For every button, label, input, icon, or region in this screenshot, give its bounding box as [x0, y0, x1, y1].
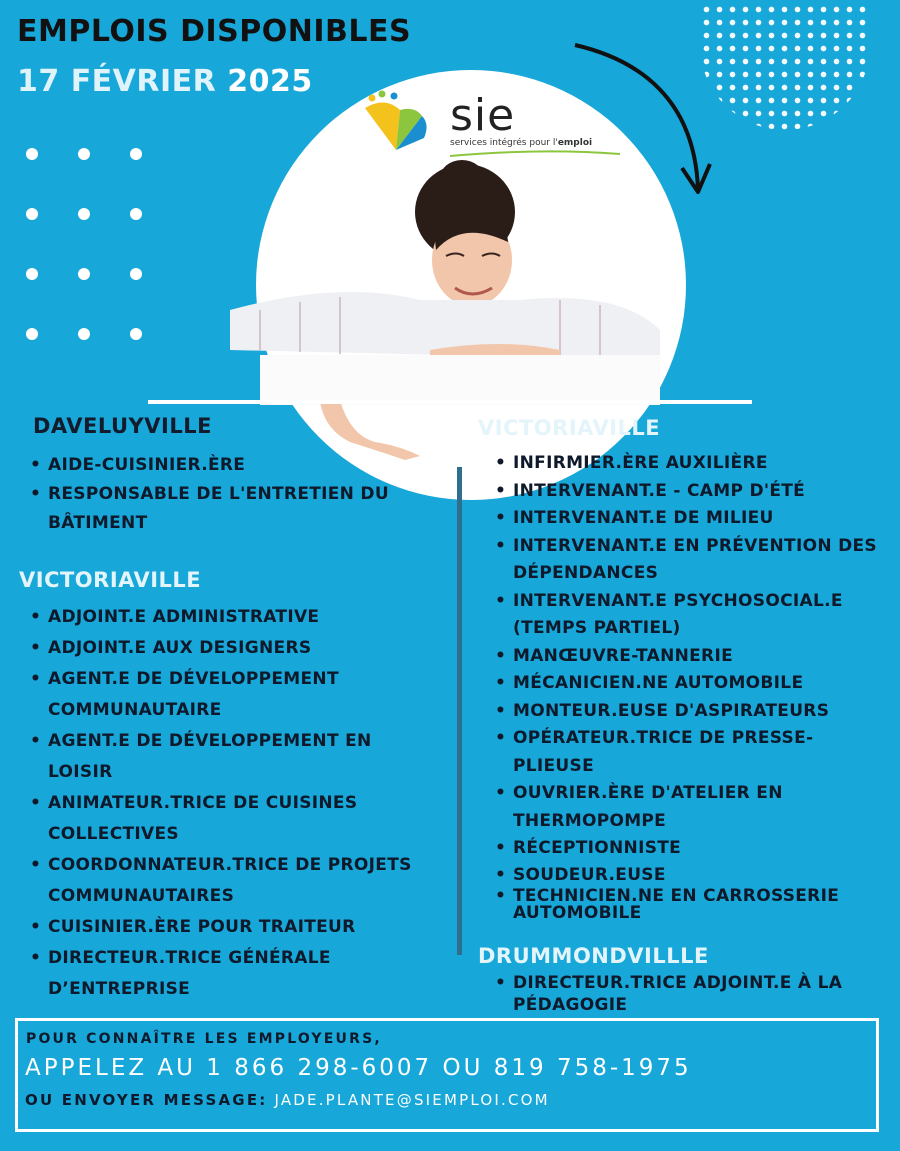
posting-date — [17, 64, 313, 99]
date-year: 2025 — [227, 64, 313, 99]
job-item: • ADJOINT.E AUX DESIGNERS — [30, 633, 455, 664]
contact-email-label: OU ENVOYER MESSAGE: — [25, 1091, 268, 1109]
sie-logo-tagline: services intégrés pour l'emploi — [450, 138, 593, 148]
halftone-decoration — [700, 0, 870, 130]
section-title-victoriaville-left: VICTORIAVILLE — [19, 568, 202, 592]
logo-swoosh — [450, 150, 620, 158]
job-item: • AGENT.E DE DÉVELOPPEMENT COMMUNAUTAIRE — [30, 664, 368, 726]
date-day: 17 FÉVRIER — [17, 64, 217, 99]
job-item: • DIRECTEUR.TRICE ADJOINT.E À LA PÉDAGOGIE — [495, 972, 880, 1016]
sie-logo-icon — [360, 86, 440, 166]
job-item: • ADJOINT.E ADMINISTRATIVE — [30, 602, 455, 633]
job-item: • MANŒUVRE-TANNERIE — [495, 643, 880, 671]
job-item: • RESPONSABLE DE L'ENTRETIEN DU BÂTIMENT — [30, 480, 440, 538]
sie-logo — [360, 86, 610, 166]
contact-intro: POUR CONNAÎTRE LES EMPLOYEURS, — [26, 1031, 382, 1047]
job-item: • OPÉRATEUR.TRICE DE PRESSE-PLIEUSE — [495, 725, 853, 780]
job-item: • INTERVENANT.E EN PRÉVENTION DES DÉPENDANCES — [495, 533, 880, 588]
job-item: • INFIRMIER.ÈRE AUXILIÈRE — [495, 450, 880, 478]
job-list-victoriaville-right — [495, 450, 880, 922]
job-item: • DIRECTEUR.TRICE GÉNÉRALE D’ENTREPRISE — [30, 943, 368, 1005]
sie-logo-word: sie — [450, 90, 516, 141]
job-item: • INTERVENANT.E PSYCHOSOCIAL.E (TEMPS PARTIEL) — [495, 588, 880, 643]
job-item: • AGENT.E DE DÉVELOPPEMENT EN LOISIR — [30, 726, 418, 788]
job-item: • CUISINIER.ÈRE POUR TRAITEUR — [30, 912, 455, 943]
job-list-drummondville — [495, 972, 880, 1016]
job-item: • INTERVENANT.E - CAMP D'ÉTÉ — [495, 478, 880, 506]
contact-email-line — [25, 1091, 550, 1109]
page-title: EMPLOIS DISPONIBLES — [17, 14, 412, 49]
job-item: • SOUDEUR.EUSE — [495, 863, 880, 888]
decorative-dots — [26, 148, 142, 340]
job-list-victoriaville-left — [30, 602, 455, 1005]
section-title-drummondville: DRUMMONDVILLLE — [478, 944, 709, 968]
job-item: • ANIMATEUR.TRICE DE CUISINES COLLECTIVES — [30, 788, 388, 850]
contact-email-link[interactable]: JADE.PLANTE@SIEMPLOI.COM — [274, 1091, 550, 1109]
divider-vertical — [457, 467, 462, 955]
job-list-daveluyville — [30, 451, 440, 538]
job-item: • INTERVENANT.E DE MILIEU — [495, 505, 880, 533]
divider-horizontal — [148, 400, 752, 404]
contact-phone[interactable]: APPELEZ AU 1 866 298-6007 OU 819 758-1975 — [25, 1055, 692, 1081]
section-title-daveluyville: DAVELUYVILLE — [33, 414, 212, 438]
job-item: • AIDE-CUISINIER.ÈRE — [30, 451, 440, 480]
contact-box — [15, 1018, 879, 1132]
job-item: • MÉCANICIEN.NE AUTOMOBILE — [495, 670, 880, 698]
section-title-victoriaville-right: VICTORIAVILLE — [478, 416, 661, 440]
job-item: • MONTEUR.EUSE D'ASPIRATEURS — [495, 698, 880, 726]
job-item: • COORDONNATEUR.TRICE DE PROJETS COMMUNAUTAIRES — [30, 850, 455, 912]
job-item: • TECHNICIEN.NE EN CARROSSERIE AUTOMOBILE — [495, 888, 880, 922]
job-item: • OUVRIER.ÈRE D'ATELIER EN THERMOPOMPE — [495, 780, 813, 835]
job-item: • RÉCEPTIONNISTE — [495, 835, 880, 863]
